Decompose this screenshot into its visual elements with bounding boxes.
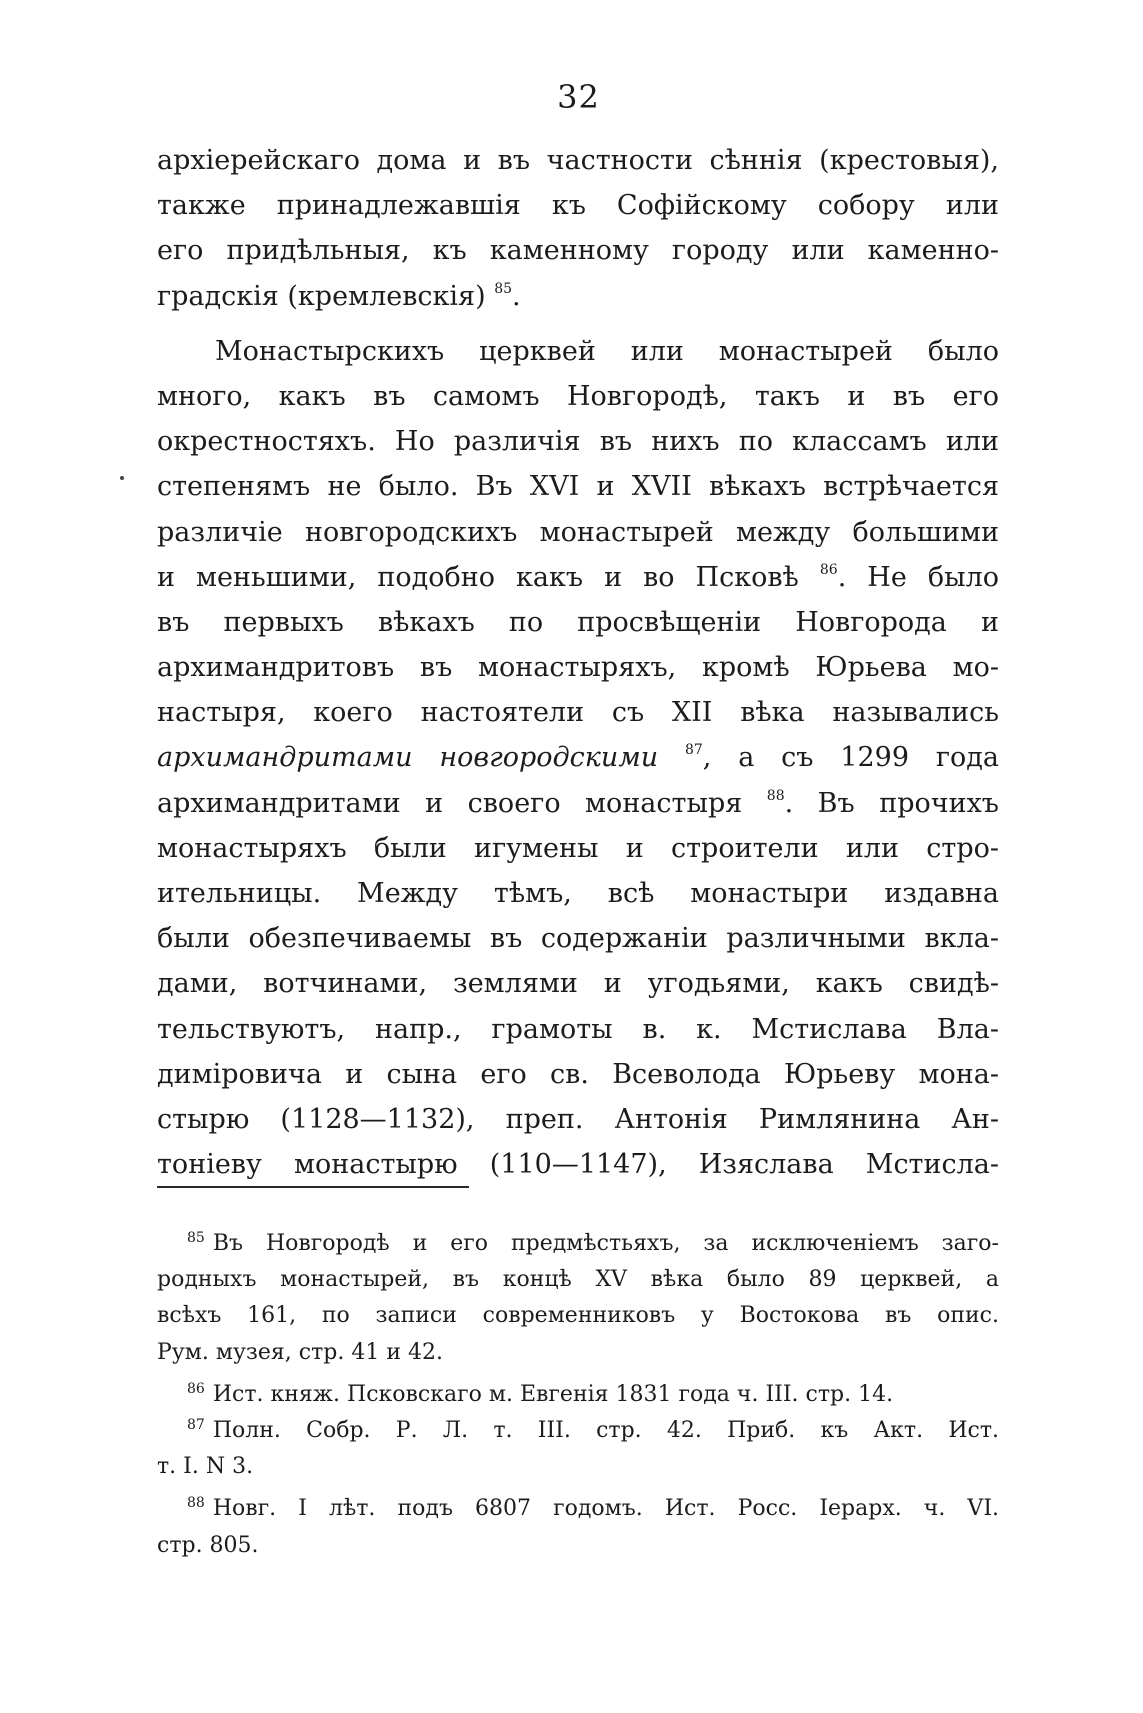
page-number: 32 (557, 78, 600, 116)
text-line: тоніеву монастырю (110—1147), Изяслава Мстисла- (157, 1149, 999, 1181)
footnote-ref: 86 (819, 561, 838, 578)
footnote-mark: 85 (187, 1230, 205, 1246)
footnotes (157, 1226, 999, 1564)
text-line: архимандритовъ въ монастыряхъ, кромѣ Юрьева мо- (157, 652, 999, 684)
text-line: настыря, коего настоятели съ XII вѣка назывались (157, 697, 999, 729)
text-line: градскія (кремлевскія) $^{85}$. (157, 280, 521, 312)
footnote-ref: 87 (684, 742, 703, 759)
margin-mark (120, 476, 124, 480)
main-text (157, 138, 999, 1187)
text-line: различіе новгородскихъ монастырей между большими (157, 516, 999, 548)
text-line: въ первыхъ вѣкахъ по просвѣщеніи Новгорода и (157, 606, 999, 638)
text-line: много, какъ въ самомъ Новгородѣ, такъ и въ его (157, 380, 999, 412)
text-line: диміровича и сына его св. Всеволода Юрьеву мона- (157, 1058, 999, 1090)
text-line: тельствуютъ, напр., грамоты в. к. Мстислава Вла- (157, 1013, 999, 1045)
footnote-line: Рум. музея, стр. 41 и 42. (157, 1339, 443, 1365)
footnote-separator (157, 1186, 469, 1188)
text-line: Монастырскихъ церквей или монастырей было (215, 335, 999, 367)
text-line: стырю (1128—1132), преп. Антонія Римлянина Ан- (157, 1103, 999, 1135)
footnote-line: стр. 805. (157, 1532, 259, 1558)
text-line: архіерейскаго дома и въ частности сѣннія (крестовыя), (157, 145, 999, 176)
footnote-line: родныхъ монастырей, въ концѣ XV вѣка было 89 церквей, а (157, 1267, 999, 1293)
text-line: окрестностяхъ. Но различія въ нихъ по классамъ или (157, 426, 999, 458)
text-line: его придѣльныя, къ каменному городу или каменно- (157, 235, 999, 267)
text-line: дами, вотчинами, землями и угодьями, какъ свидѣ- (157, 968, 999, 1000)
text-line: также принадлежавшія къ Софійскому собору или (157, 190, 999, 222)
footnote-line: $^{86}$ Ист. княж. Псковскаго м. Евгенія 1831 года ч. III. стр. 14. (187, 1380, 894, 1407)
text-line: архимандритами новгородскими $^{87}$, а съ 1299 года (157, 742, 999, 774)
footnote-line: т. I. N 3. (157, 1454, 254, 1480)
text-line: архимандритами и своего монастыря $^{88}$. Въ прочихъ (157, 787, 999, 819)
footnote-line: $^{88}$ Новг. I лѣт. подъ 6807 годомъ. Ист. Росс. Іерарх. ч. VI. (187, 1495, 999, 1522)
text-line: монастыряхъ были игумены и строители или стро- (157, 832, 999, 864)
text-line: были обезпечиваемы въ содержаніи различными вкла- (157, 923, 999, 955)
footnote-mark: 87 (187, 1416, 205, 1433)
text-line: и меньшими, подобно какъ и во Псковѣ $^{86}$. Не было (157, 561, 999, 593)
footnote-line: $^{85}$ Въ Новгородѣ и его предмѣстьяхъ, за исключеніемъ заго- (187, 1230, 999, 1256)
footnote-ref: 85 (494, 280, 513, 297)
footnote-line: $^{87}$ Полн. Собр. Р. Л. т. III. стр. 42. Приб. къ Акт. Ист. (187, 1416, 999, 1443)
footnote-line: всѣхъ 161, по записи современниковъ у Востокова въ опис. (157, 1303, 999, 1329)
footnote-mark: 86 (187, 1380, 205, 1397)
footnote-ref: 88 (766, 787, 785, 804)
text-line: степенямъ не было. Въ XVI и XVII вѣкахъ встрѣчается (157, 471, 999, 503)
text-line: ительницы. Между тѣмъ, всѣ монастыри издавна (157, 878, 999, 909)
footnote-mark: 88 (187, 1495, 205, 1512)
